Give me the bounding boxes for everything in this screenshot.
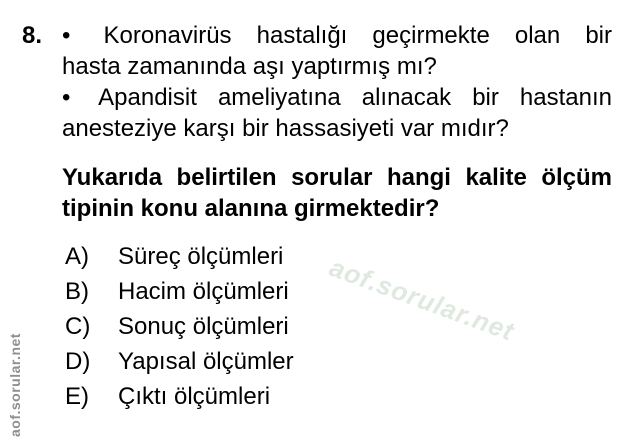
option-text: Hacim ölçümleri	[118, 278, 289, 305]
option-text: Süreç ölçümleri	[118, 243, 284, 270]
bullet-item	[62, 82, 612, 113]
question-stem	[62, 162, 612, 224]
option-row-e	[65, 379, 485, 414]
bullet-icon: •	[62, 22, 71, 49]
option-row-d	[65, 344, 485, 379]
bullet-item-text-line	[62, 113, 612, 144]
bullet-item-text-line	[62, 51, 612, 82]
question-number: 8.	[22, 22, 43, 49]
bullet-item	[62, 20, 612, 51]
option-text: Çıktı ölçümleri	[118, 383, 271, 410]
bullet-item-text: hasta zamanında aşı yaptırmış mı?	[62, 53, 437, 80]
option-letter: C)	[65, 313, 91, 340]
option-letter: A)	[65, 243, 89, 270]
option-letter: B)	[65, 278, 89, 305]
option-row-a	[65, 239, 485, 274]
bullet-icon: •	[62, 84, 71, 111]
options-list	[65, 239, 485, 414]
option-text: Yapısal ölçümler	[118, 348, 294, 375]
question-stem-line: tipinin konu alanına girmektedir?	[62, 195, 440, 222]
option-letter: E)	[65, 383, 89, 410]
option-letter: D)	[65, 348, 91, 375]
option-text: Sonuç ölçümleri	[118, 313, 289, 340]
question-stem-line: Yukarıda belirtilen sorular hangi kalite ölçüm	[62, 164, 612, 191]
watermark-diagonal: aof.sorular.net	[325, 252, 519, 347]
bullet-item-text-line: Apandisit ameliyatına alınacak bir hastanın	[98, 84, 613, 111]
option-row-c	[65, 309, 485, 344]
option-row-b	[65, 274, 485, 309]
bullet-item-text: anesteziye karşı bir hassasiyeti var mıdır?	[62, 115, 509, 142]
question-body	[62, 20, 612, 144]
watermark-vertical: aof.sorular.net	[7, 333, 23, 437]
bullet-item-text-line: Koronavirüs hastalığı geçirmekte olan bir	[103, 22, 612, 49]
